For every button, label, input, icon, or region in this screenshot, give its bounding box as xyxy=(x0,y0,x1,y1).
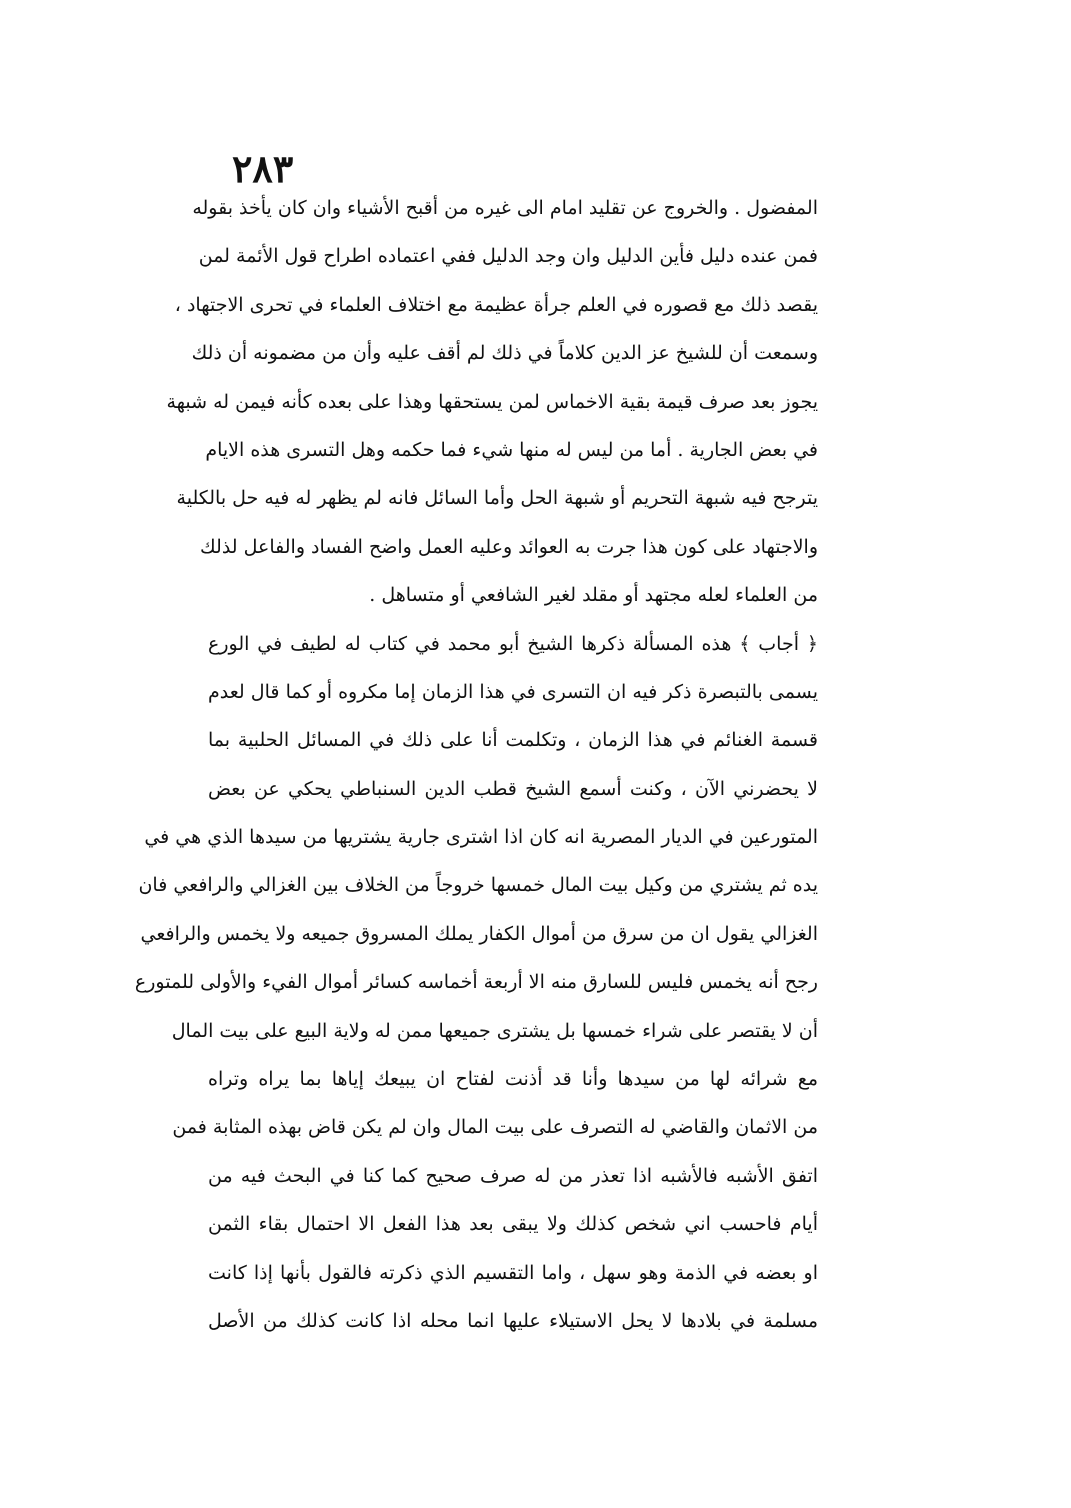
text-line: مسلمة في بلادها لا يحل الاستيلاء عليها انما محله اذا كانت كذلك من الأصل xyxy=(208,1309,818,1332)
text-line: المتورعين في الديار المصرية انه كان اذا اشترى جارية يشتريها من سيدها الذي هي في xyxy=(144,826,818,849)
text-line: او بعضه في الذمة وهو سهل ، واما التقسيم الذي ذكرته فالقول بأنها إذا كانت xyxy=(208,1261,818,1284)
text-line: يقصد ذلك مع قصوره في العلم جرأة عظيمة مع اختلاف العلماء في تحرى الاجتهاد ، xyxy=(174,293,818,316)
text-line: يسمى بالتبصرة ذكر فيه ان التسرى في هذا الزمان إما مكروه أو كما قال لعدم xyxy=(208,680,818,703)
text-line: فمن عنده دليل فأين الدليل وان وجد الدليل ففي اعتماده اطراح قول الأئمة لمن xyxy=(198,245,818,268)
text-line: يجوز بعد صرف قيمة بقية الاخماس لمن يستحقها وهذا على بعده كأنه فيمن له شبهة xyxy=(166,390,818,413)
text-line: والاجتهاد على كون هذا جرت به العوائد وعليه العمل واضح الفساد والفاعل لذلك xyxy=(200,535,818,558)
text-line: وسمعت أن للشيخ عز الدين كلاماً في ذلك لم أقف عليه وأن من مضمونه أن ذلك xyxy=(191,342,818,365)
text-line: المفضول . والخروج عن تقليد امام الى غيره من أقبح الأشياء وان كان يأخذ بقوله xyxy=(192,197,818,219)
page-number: ٢٨٣ xyxy=(232,146,294,191)
text-line: أن لا يقتصر على شراء خمسها بل يشترى جميعها ممن له ولاية البيع على بيت المال xyxy=(171,1019,818,1042)
text-line: يده ثم يشتري من وكيل بيت المال خمسها خروجاً من الخلاف بين الغزالي والرافعي فان xyxy=(138,874,818,897)
text-line: الغزالي يقول ان من سرق من أموال الكفار يملك المسروق جميعه ولا يخمس والرافعي xyxy=(140,922,818,945)
text-line: قسمة الغنائم في هذا الزمان ، وتكلمت أنا على ذلك في المسائل الحلبية بما xyxy=(208,729,818,752)
body-text xyxy=(134,184,818,1345)
text-line: لا يحضرني الآن ، وكنت أسمع الشيخ قطب الدين السنباطي يحكي عن بعض xyxy=(208,777,818,800)
text-line: مع شرائه لها من سيدها وأنا قد أذنت لفتاح ان يبيعك إياها بما يراه وتراه xyxy=(208,1068,818,1091)
text-line: في بعض الجارية . أما من ليس له منها شيء فما حكمه وهل التسرى هذه الايام xyxy=(205,438,818,461)
text-line: من العلماء لعله مجتهد أو مقلد لغير الشافعي أو متساهل . xyxy=(369,584,818,607)
text-line: رجح أنه يخمس فليس للسارق منه الا أربعة أخماسه كسائر أموال الفيء والأولى للمتورع xyxy=(134,971,818,994)
text-line: من الاثمان والقاضي له التصرف على بيت المال وان لم يكن قاض بهذه المثابة فمن xyxy=(172,1116,818,1139)
text-line: يترجح فيه شبهة التحريم أو شبهة الحل وأما السائل فانه لم يظهر له فيه حل بالكلية xyxy=(176,487,818,510)
text-line: أيام فاحسب اني شخص كذلك ولا يبقى بعد هذا الفعل الا احتمال بقاء الثمن xyxy=(208,1213,818,1236)
text-line: اتفق الأشبه فالأشبه اذا تعذر من له صرف صحيح كما كنا في البحث فيه من xyxy=(208,1164,818,1187)
answer-heading-line: ﴿ أجاب ﴾ هذه المسألة ذكرها الشيخ أبو محمد في كتاب له لطيف في الورع xyxy=(208,632,818,655)
